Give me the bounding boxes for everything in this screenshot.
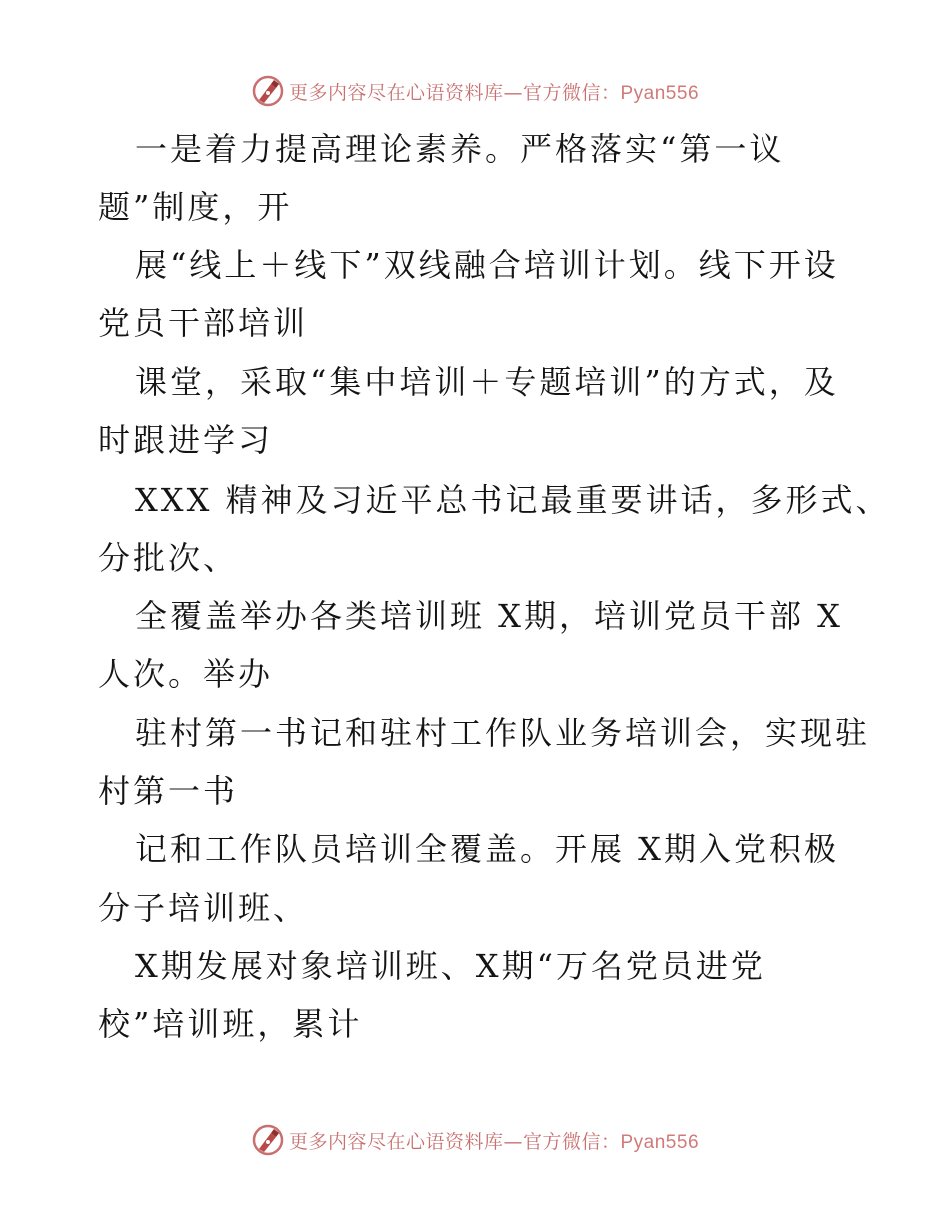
pen-logo-icon: [251, 1123, 285, 1157]
body-line: 课堂，采取“集中培训＋专题培训”的方式，及: [135, 363, 839, 401]
watermark-dash: —: [503, 1130, 523, 1153]
body-line: XXX 精神及习近平总书记最重要讲话，多形式、: [135, 481, 891, 519]
pen-logo-icon: [251, 74, 285, 108]
body-line: 题”制度，开: [98, 188, 293, 226]
watermark-text: 更多内容尽在心语资料库: [288, 1130, 504, 1153]
body-line: X期发展对象培训班、X期“万名党员进党: [135, 947, 766, 985]
body-line: 驻村第一书记和驻村工作队业务培训会，实现驻: [135, 714, 871, 752]
footer-watermark: [0, 1120, 950, 1160]
watermark-dash: —: [503, 81, 523, 104]
body-line: 一是着力提高理论素养。严格落实“第一议: [135, 130, 785, 168]
watermark-text: 更多内容尽在心语资料库: [288, 81, 504, 104]
header-watermark: [0, 71, 950, 111]
body-line: 校”培训班，累计: [98, 1005, 363, 1043]
body-line: 分批次、: [98, 539, 239, 577]
body-line: 村第一书: [98, 772, 239, 810]
body-line: 记和工作队员培训全覆盖。开展 X期入党积极: [135, 830, 839, 868]
watermark-label: 官方微信：: [522, 81, 621, 104]
body-line: 党员干部培训: [98, 304, 309, 342]
body-line: 分子培训班、: [98, 889, 309, 927]
body-line: 全覆盖举办各类培训班 X期，培训党员干部 X: [135, 597, 843, 635]
body-line: 展“线上＋线下”双线融合培训计划。线下开设: [135, 246, 839, 284]
watermark-label: 官方微信：: [522, 1130, 621, 1153]
body-line: 时跟进学习: [98, 421, 274, 459]
watermark-handle: Pyan556: [620, 1131, 700, 1153]
watermark-handle: Pyan556: [620, 82, 700, 104]
body-line: 人次。举办: [98, 655, 274, 693]
